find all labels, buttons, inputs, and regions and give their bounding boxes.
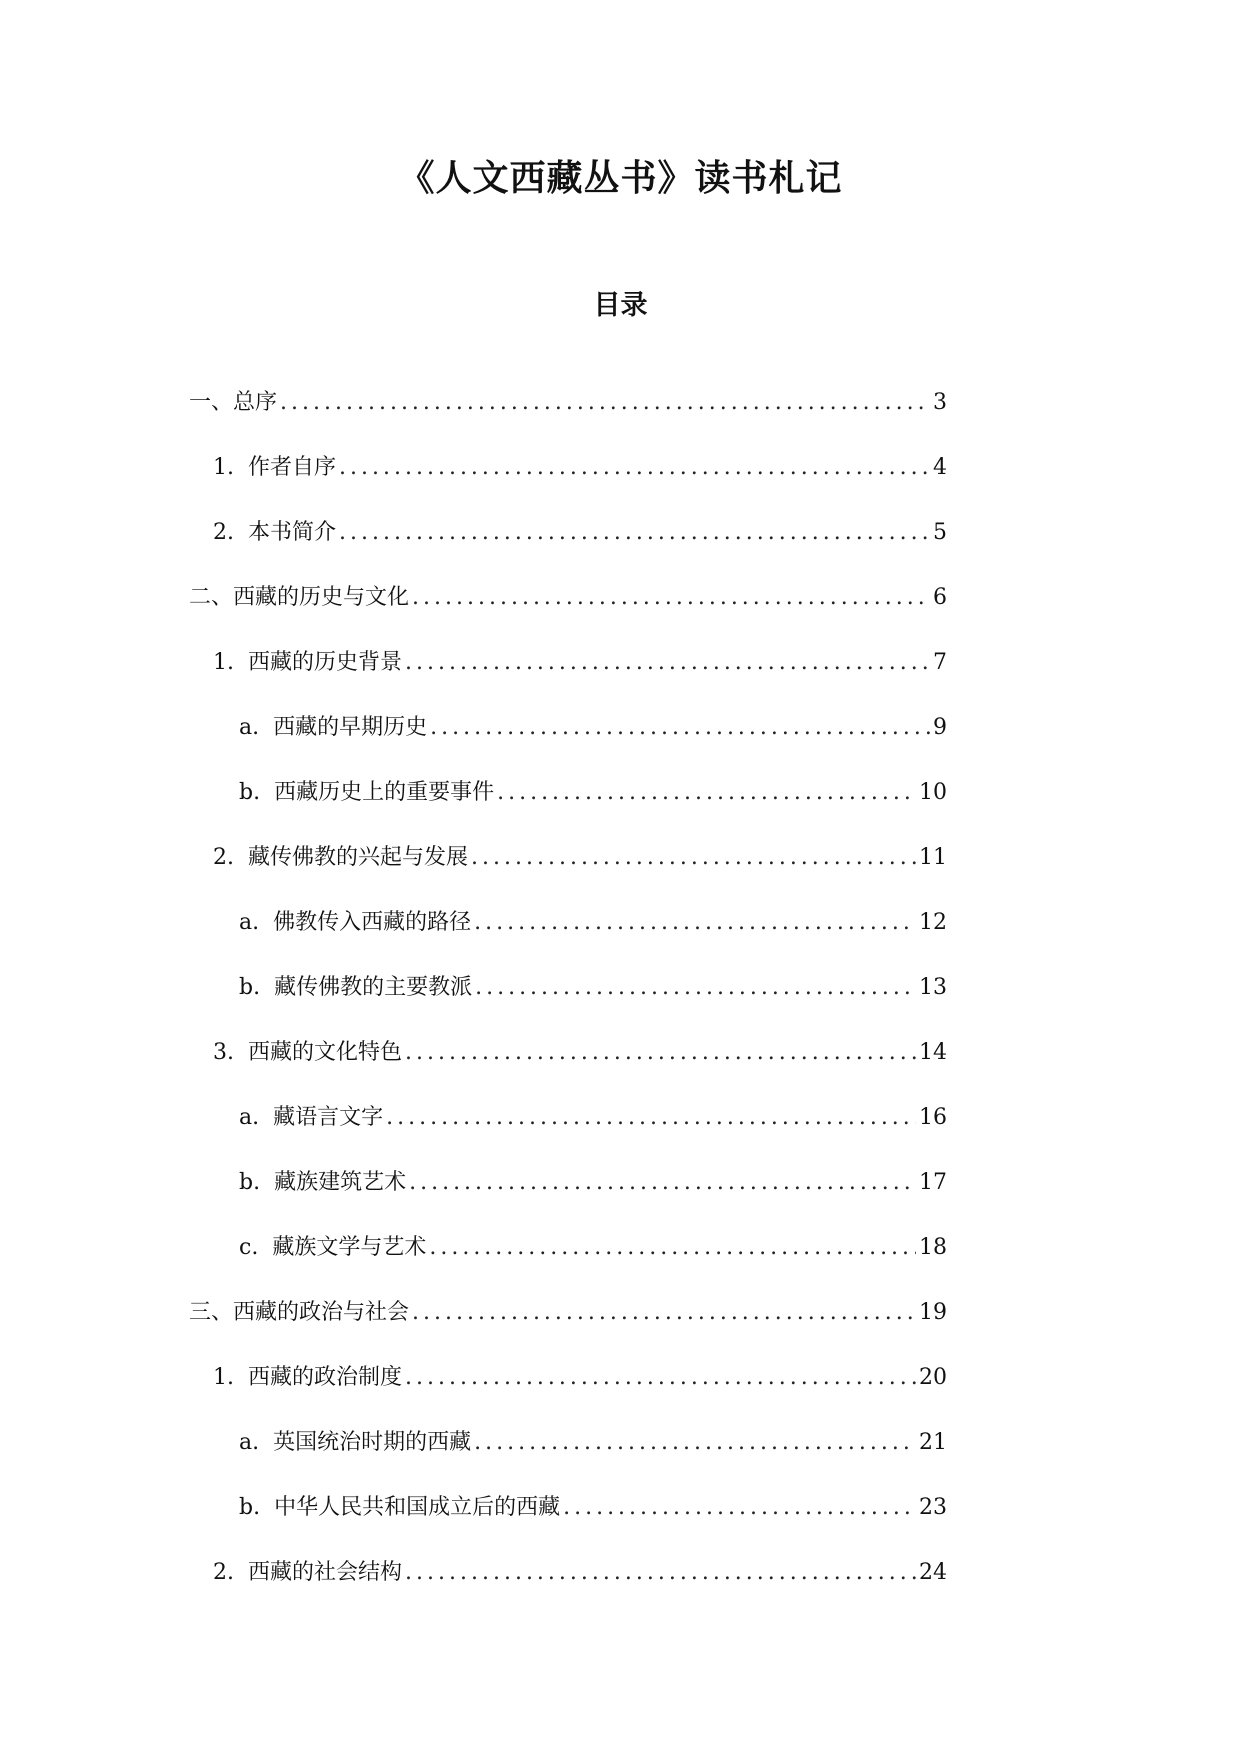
toc-entry-number: 1. (213, 650, 234, 675)
document-title: 《人文西藏丛书》读书札记 (398, 158, 843, 199)
toc-entry-label: 西藏的政治制度 (248, 1365, 403, 1390)
toc-page-number: 21 (919, 1430, 947, 1455)
toc-page-number: 24 (919, 1560, 947, 1585)
toc-leader-dots (339, 450, 930, 486)
toc-entry-label: 二、西藏的历史与文化 (189, 585, 410, 610)
toc-entry[interactable] (189, 515, 947, 580)
toc-entry[interactable] (189, 1360, 947, 1425)
toc-leader-dots (405, 1035, 916, 1071)
toc-leader-dots (405, 1555, 916, 1591)
toc-page-number: 3 (933, 390, 947, 415)
toc-entry[interactable] (189, 1555, 947, 1620)
toc-entry-number: b. (239, 1495, 261, 1520)
toc-entry-label: 西藏的早期历史 (273, 715, 428, 740)
table-of-contents (189, 385, 947, 1620)
toc-leader-dots (497, 775, 916, 811)
toc-entry-label: 藏传佛教的主要教派 (274, 975, 473, 1000)
toc-entry-label: 藏族建筑艺术 (274, 1170, 407, 1195)
toc-entry-label: 藏语言文字 (273, 1105, 384, 1130)
toc-entry[interactable] (189, 1425, 947, 1490)
toc-page-number: 9 (933, 715, 947, 740)
toc-page-number: 7 (933, 650, 947, 675)
toc-leader-dots (405, 645, 930, 681)
toc-entry[interactable] (189, 840, 947, 905)
toc-entry-number: 2. (213, 520, 234, 545)
toc-page-number: 14 (919, 1040, 947, 1065)
toc-entry-label: 藏传佛教的兴起与发展 (248, 845, 469, 870)
toc-entry-number: 2. (213, 1560, 234, 1585)
toc-entry-label: 作者自序 (248, 455, 337, 480)
toc-entry[interactable] (189, 1035, 947, 1100)
toc-leader-dots (405, 1360, 916, 1396)
toc-page-number: 5 (933, 520, 947, 545)
toc-entry-label: 佛教传入西藏的路径 (273, 910, 472, 935)
toc-page-number: 11 (919, 845, 947, 870)
toc-entry-number: a. (239, 1430, 260, 1455)
toc-entry[interactable] (189, 580, 947, 645)
toc-entry-number: b. (239, 1170, 261, 1195)
toc-leader-dots (471, 840, 916, 876)
toc-entry-number: 2. (213, 845, 234, 870)
toc-page-number: 13 (919, 975, 947, 1000)
toc-entry-label: 西藏历史上的重要事件 (274, 780, 495, 805)
toc-leader-dots (280, 385, 930, 421)
toc-page-number: 20 (919, 1365, 947, 1390)
toc-entry[interactable] (189, 385, 947, 450)
toc-entry[interactable] (189, 710, 947, 775)
toc-page-number: 16 (919, 1105, 947, 1130)
toc-entry-label: 中华人民共和国成立后的西藏 (274, 1495, 561, 1520)
toc-entry-label: 三、西藏的政治与社会 (189, 1300, 410, 1325)
toc-leader-dots (409, 1165, 916, 1201)
toc-leader-dots (474, 1425, 916, 1461)
toc-entry-label: 一、总序 (189, 390, 278, 415)
toc-page-number: 12 (919, 910, 947, 935)
toc-entry-number: a. (239, 715, 260, 740)
toc-page-number: 6 (933, 585, 947, 610)
toc-entry-number: a. (239, 1105, 260, 1130)
toc-entry[interactable] (189, 645, 947, 710)
toc-page-number: 17 (919, 1170, 947, 1195)
toc-page-number: 4 (933, 455, 947, 480)
toc-heading: 目录 (593, 290, 648, 321)
toc-entry[interactable] (189, 775, 947, 840)
toc-entry-label: 西藏的文化特色 (248, 1040, 403, 1065)
toc-entry[interactable] (189, 970, 947, 1035)
toc-entry-number: 1. (213, 455, 234, 480)
toc-entry-number: 1. (213, 1365, 234, 1390)
toc-leader-dots (412, 580, 930, 616)
toc-entry[interactable] (189, 1230, 947, 1295)
toc-entry-label: 本书简介 (248, 520, 337, 545)
toc-entry-number: a. (239, 910, 260, 935)
toc-entry[interactable] (189, 1165, 947, 1230)
toc-leader-dots (412, 1295, 916, 1331)
toc-entry[interactable] (189, 905, 947, 970)
toc-entry[interactable] (189, 1295, 947, 1360)
toc-entry-label: 西藏的社会结构 (248, 1560, 403, 1585)
toc-leader-dots (430, 710, 930, 746)
toc-entry[interactable] (189, 1490, 947, 1555)
toc-page-number: 19 (919, 1300, 947, 1325)
toc-leader-dots (563, 1490, 916, 1526)
toc-leader-dots (474, 905, 916, 941)
toc-leader-dots (386, 1100, 916, 1136)
toc-page-number: 23 (919, 1495, 947, 1520)
toc-entry-label: 西藏的历史背景 (248, 650, 403, 675)
toc-entry-number: b. (239, 975, 261, 1000)
toc-entry-label: 藏族文学与艺术 (272, 1235, 427, 1260)
toc-page-number: 18 (919, 1235, 947, 1260)
toc-leader-dots (339, 515, 930, 551)
toc-leader-dots (475, 970, 916, 1006)
toc-entry[interactable] (189, 1100, 947, 1165)
toc-leader-dots (429, 1230, 916, 1266)
toc-page-number: 10 (919, 780, 947, 805)
toc-entry-number: b. (239, 780, 261, 805)
toc-entry[interactable] (189, 450, 947, 515)
toc-entry-number: 3. (213, 1040, 234, 1065)
toc-entry-number: c. (239, 1235, 259, 1260)
toc-entry-label: 英国统治时期的西藏 (273, 1430, 472, 1455)
